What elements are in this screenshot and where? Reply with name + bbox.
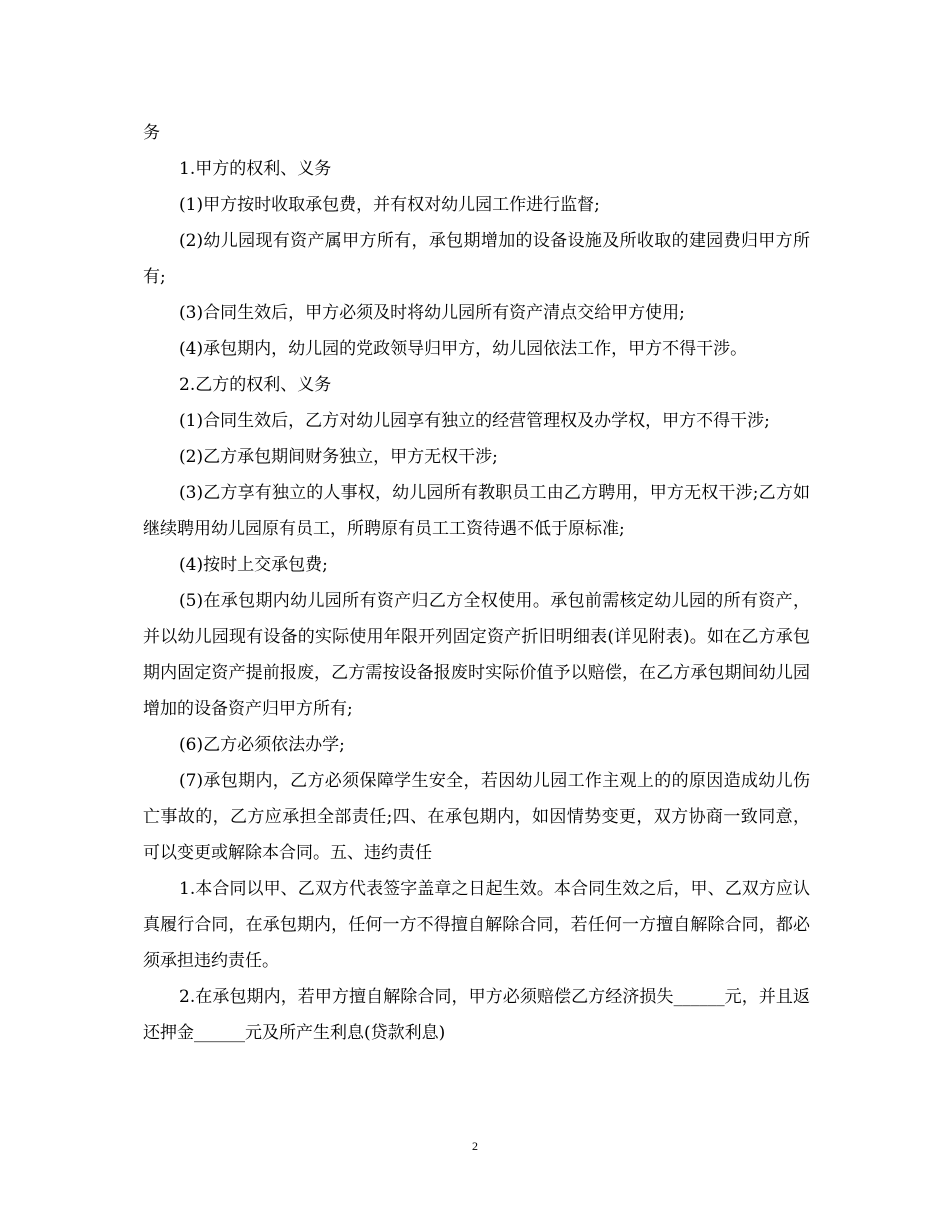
- paragraph: (3)合同生效后，甲方必须及时将幼儿园所有资产清点交给甲方使用;: [179, 303, 685, 323]
- paragraph: (7)承包期内，乙方必须保障学生安全，若因幼儿园工作主观上的的原因造成幼儿伤亡事故的，乙方应承担全部责任;四、在承包期内，如因情势变更，双方协商一致同意，可以变更或解除本合同。五、违约责任: [143, 771, 810, 863]
- paragraph: (5)在承包期内幼儿园所有资产归乙方全权使用。承包前需核定幼儿园的所有资产，并以幼儿园现有设备的实际使用年限开列固定资产折旧明细表(详见附表)。如在乙方承包期内固定资产提前报废，乙方需按设备报废时实际价值予以赔偿，在乙方承包期间幼儿园增加的设备资产归甲方所有;: [143, 591, 810, 719]
- paragraph: (1)合同生效后，乙方对幼儿园享有独立的经营管理权及办学权，甲方不得干涉;: [179, 411, 770, 431]
- paragraph: (2)乙方承包期间财务独立，甲方无权干涉;: [179, 447, 498, 467]
- paragraph: (4)承包期内，幼儿园的党政领导归甲方，幼儿园依法工作，甲方不得干涉。: [179, 339, 748, 359]
- document-body: [143, 115, 810, 1051]
- paragraph: 1.本合同以甲、乙双方代表签字盖章之日起生效。本合同生效之后，甲、乙双方应认真履行合同，在承包期内，任何一方不得擅自解除合同，若任何一方擅自解除合同，都必须承担违约责任。: [143, 879, 810, 971]
- paragraph: (2)幼儿园现有资产属甲方所有，承包期增加的设备设施及所收取的建园费归甲方所有;: [143, 231, 810, 287]
- page-number: 2: [472, 1139, 478, 1153]
- paragraph: (3)乙方享有独立的人事权，幼儿园所有教职员工由乙方聘用，甲方无权干涉;乙方如继续聘用幼儿园原有员工，所聘原有员工工资待遇不低于原标准;: [143, 483, 810, 539]
- paragraph: (4)按时上交承包费;: [179, 555, 328, 575]
- section-heading-party-b-rights: 2.乙方的权利、义务: [179, 375, 332, 395]
- paragraph: 2.在承包期内，若甲方擅自解除合同，甲方必须赔偿乙方经济损失______元，并且返还押金______元及所产生利息(贷款利息): [143, 987, 810, 1043]
- section-heading-party-a-rights: 1.甲方的权利、义务: [179, 159, 332, 179]
- paragraph: (1)甲方按时收取承包费，并有权对幼儿园工作进行监督;: [179, 195, 600, 215]
- paragraph: (6)乙方必须依法办学;: [179, 735, 345, 755]
- paragraph: 务: [143, 123, 160, 143]
